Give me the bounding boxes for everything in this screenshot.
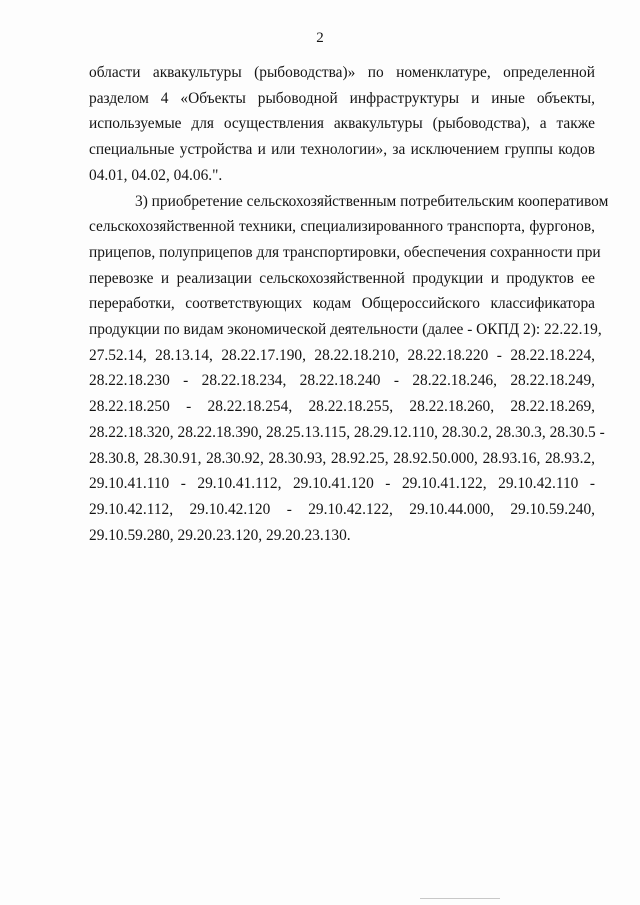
text-line: переработки, соответствующих кодам Общероссийского классификатора: [89, 295, 595, 313]
page-number: 2: [316, 30, 324, 46]
text-line: прицепов, полуприцепов для транспортировки, обеспечения сохранности при: [89, 243, 601, 261]
text-line: перевозке и реализации сельскохозяйственной продукции и продуктов ее: [89, 269, 595, 287]
document-body: [89, 60, 609, 548]
text-line: 28.22.18.320, 28.22.18.390, 28.25.13.115, 28.29.12.110, 28.30.2, 28.30.3, 28.30.5 -: [89, 423, 605, 441]
paragraph-item-3: [89, 189, 609, 549]
scan-edge-line: [420, 898, 500, 899]
text-line: 29.10.59.280, 29.20.23.120, 29.20.23.130.: [89, 526, 351, 544]
text-line: области аквакультуры (рыбоводства)» по номенклатуре, определенной: [89, 64, 595, 81]
text-line: 27.52.14, 28.13.14, 28.22.17.190, 28.22.18.210, 28.22.18.220 - 28.22.18.224,: [89, 346, 595, 364]
text-line: 3) приобретение сельскохозяйственным потребительским кооперативом: [135, 192, 609, 210]
text-line: 29.10.41.110 - 29.10.41.112, 29.10.41.120 - 29.10.41.122, 29.10.42.110 -: [89, 475, 595, 493]
text-line: 28.30.8, 28.30.91, 28.30.92, 28.30.93, 28.92.25, 28.92.50.000, 28.93.16, 28.93.2,: [89, 449, 595, 467]
text-line: разделом 4 «Объекты рыбоводной инфраструктуры и иные объекты,: [89, 89, 595, 107]
text-line: 28.22.18.250 - 28.22.18.254, 28.22.18.255, 28.22.18.260, 28.22.18.269,: [89, 398, 595, 416]
text-line: сельскохозяйственной техники, специализированного транспорта, фургонов,: [89, 218, 595, 236]
text-line: продукции по видам экономической деятельности (далее - ОКПД 2): 22.22.19,: [89, 321, 602, 339]
text-line: специальные устройства и или технологии», за исключением группы кодов: [89, 141, 595, 159]
text-line: 28.22.18.230 - 28.22.18.234, 28.22.18.240 - 28.22.18.246, 28.22.18.249,: [89, 372, 595, 390]
text-line: используемые для осуществления аквакультуры (рыбоводства), а также: [89, 115, 595, 133]
text-line: 04.01, 04.02, 04.06.".: [89, 166, 223, 184]
paragraph-aquaculture: [89, 60, 595, 189]
text-line: 29.10.42.112, 29.10.42.120 - 29.10.42.122, 29.10.44.000, 29.10.59.240,: [89, 500, 595, 518]
